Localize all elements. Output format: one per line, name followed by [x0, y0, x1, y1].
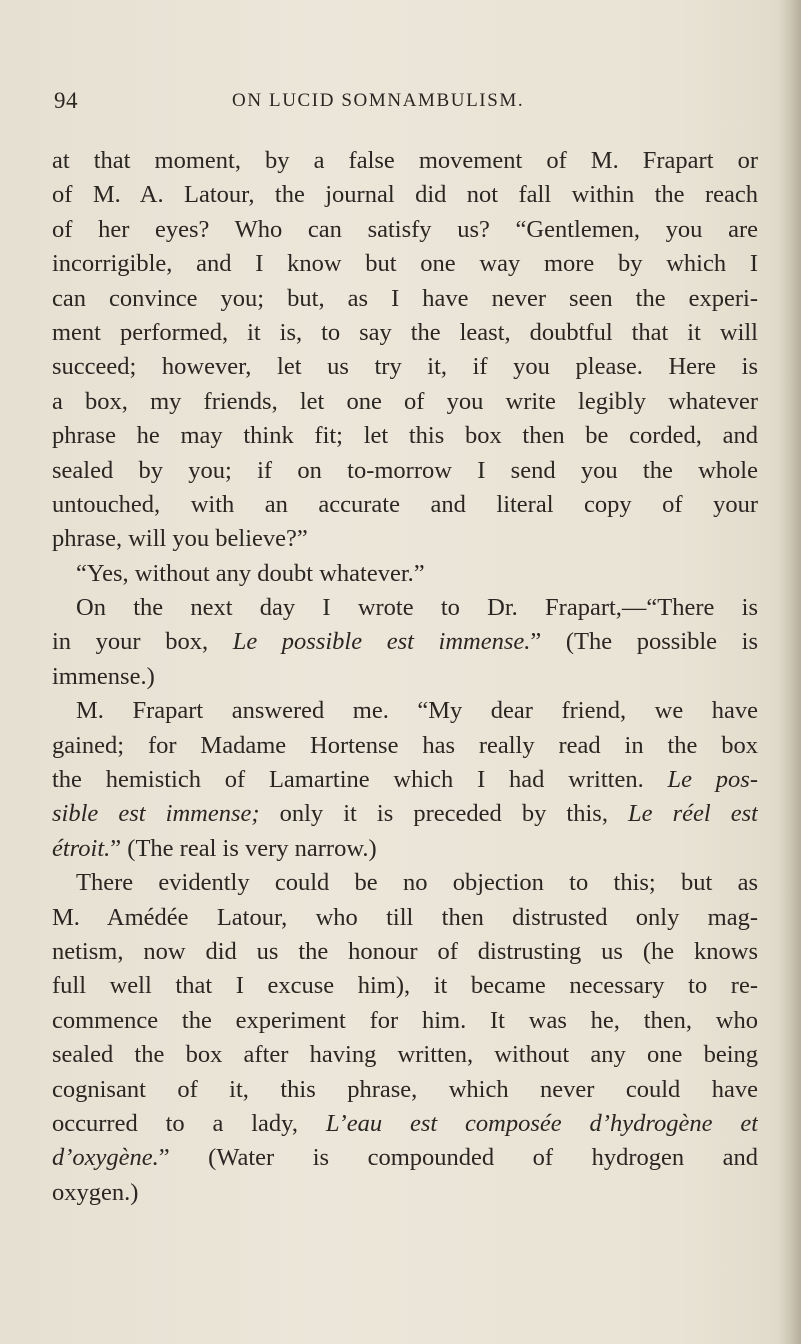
running-title: ON LUCID SOMNAMBULISM. — [232, 90, 525, 111]
text-line: ment performed, it is, to say the least, doubtful that it will — [52, 318, 758, 346]
text-line: étroit.” (The real is very narrow.) — [52, 834, 377, 862]
text-line: of M. A. Latour, the journal did not fall within the reach — [52, 181, 758, 209]
text-line: cognisant of it, this phrase, which never could have — [52, 1075, 758, 1103]
text-line: sealed the box after having written, without any one being — [52, 1041, 758, 1069]
text-line: gained; for Madame Hortense has really read in the box — [52, 731, 758, 759]
text-line: phrase he may think fit; let this box then be corded, and — [52, 422, 758, 450]
text-line: the hemistich of Lamartine which I had written. Le pos- — [52, 766, 758, 794]
text-line: netism, now did us the honour of distrusting us (he knows — [52, 937, 758, 965]
text-line: can convince you; but, as I have never seen the experi- — [52, 284, 758, 312]
text-line: M. Frapart answered me. “My dear friend, we have — [76, 697, 758, 725]
text-line: occurred to a lady, L’eau est composée d’hydrogène et — [52, 1109, 758, 1137]
text-line: “Yes, without any doubt whatever.” — [76, 559, 425, 587]
text-line: commence the experiment for him. It was he, then, who — [52, 1006, 758, 1034]
body-text — [52, 144, 758, 1210]
text-line: M. Amédée Latour, who till then distrusted only mag- — [52, 903, 758, 931]
text-line: On the next day I wrote to Dr. Frapart,—“There is — [76, 594, 758, 622]
text-line: d’oxygène.” (Water is compounded of hydrogen and — [52, 1144, 758, 1172]
text-line: sible est immense; only it is preceded by this, Le réel est — [52, 800, 758, 828]
page-number: 94 — [54, 88, 78, 113]
text-line: incorrigible, and I know but one way more by which I — [52, 250, 758, 278]
text-line: a box, my friends, let one of you write legibly whatever — [52, 387, 758, 415]
text-line: at that moment, by a false movement of M. Frapart or — [52, 147, 758, 174]
page-edge-shadow — [779, 0, 801, 1344]
text-line: immense.) — [52, 662, 155, 690]
text-line: oxygen.) — [52, 1178, 139, 1206]
text-line: sealed by you; if on to-morrow I send you the whole — [52, 456, 758, 484]
text-line: untouched, with an accurate and literal copy of your — [52, 490, 758, 518]
text-line: of her eyes? Who can satisfy us? “Gentlemen, you are — [52, 215, 758, 243]
text-line: succeed; however, let us try it, if you please. Here is — [52, 353, 758, 381]
page-header — [54, 88, 754, 118]
text-line: full well that I excuse him), it became necessary to re- — [52, 972, 758, 1000]
text-line: phrase, will you believe?” — [52, 525, 308, 553]
text-line: in your box, Le possible est immense.” (The possible is — [52, 628, 758, 656]
text-line: There evidently could be no objection to this; but as — [76, 869, 758, 897]
